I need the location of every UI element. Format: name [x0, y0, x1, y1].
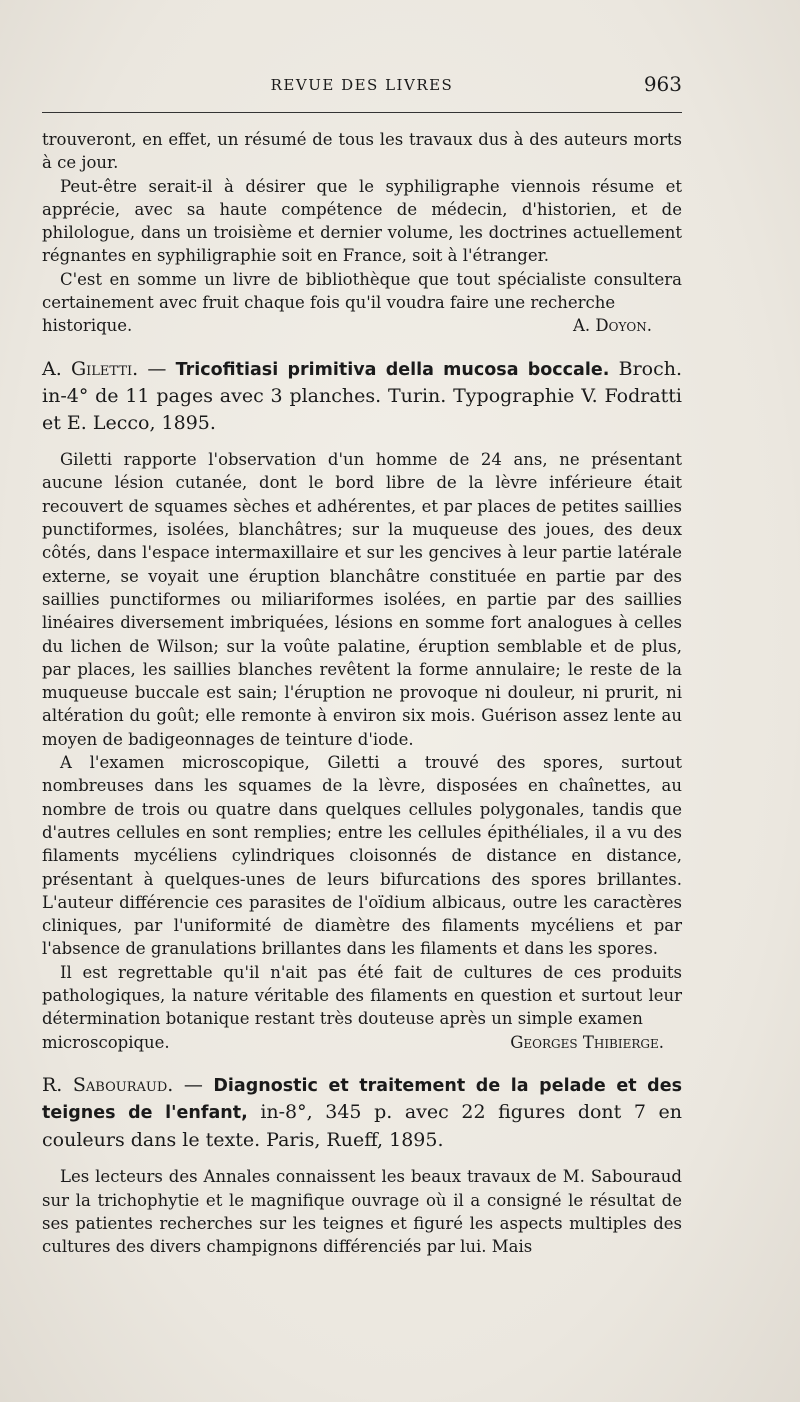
header-rule	[42, 112, 682, 113]
page-header	[42, 72, 682, 102]
running-title: REVUE DES LIVRES	[270, 76, 454, 94]
book-details: in-8°, 345 p. avec 22 figures dont 7 en couleurs dans le texte. Paris, Rueff, 1895.	[42, 1101, 683, 1151]
book-title: Diagnostic et traitement de la pelade et des teignes de l'enfant,	[42, 1075, 682, 1124]
reviewer-signature: A. Doyon.	[573, 316, 652, 336]
closing-word: historique.	[42, 316, 133, 336]
review-heading	[42, 356, 682, 437]
author-name: Giletti.	[70, 357, 139, 380]
paragraph: Peut-être serait-il à désirer que le syphiligraphe viennois résume et apprécie, avec sa haute compétence de médecin, d'historien, et de philologue, dans un troisième et dernier volume, les doctrines actuellement régnantes en syphiligraphie soit en France, soit à l'étranger.	[42, 176, 682, 266]
paragraph: A l'examen microscopique, Giletti a trouvé des spores, surtout nombreuses dans les squames de la lèvre, disposées en chaînettes, au nombre de trois ou quatre dans quelques cellules polygonales, tandis que d'autres cellules en sont remplies; entre les cellules épithéliales, il a vu des filaments mycéliens cylindriques cloisonnés de distance en distance, présentant à quelques-unes de leurs bifurcations des spores brillantes. L'auteur différencie ces parasites de l'oïdium albicaus, outre les caractères cliniques, par l'uniformité de diamètre des filaments mycéliens et par l'absence de granulations brillantes dans les filaments et dans les spores.	[42, 753, 682, 959]
paragraph: Il est regrettable qu'il n'ait pas été fait de cultures de ces produits pathologiques, la nature véritable des filaments en question et surtout leur détermination botanique restant très douteuse après un simple examen	[42, 962, 682, 1029]
author-name: Sabouraud.	[72, 1073, 174, 1096]
page-body	[42, 128, 682, 1259]
paragraph: Giletti rapporte l'observation d'un homme de 24 ans, ne présentant aucune lésion cutanée, dont le bord libre de la lèvre inférieure était recouvert de squames sèches et adhérentes, et par places de petites saillies punctiformes, isolées, blanchâtres; sur la muqueuse des joues, des deux côtés, dans l'espace intermaxillaire et sur les gencives à leur partie latérale externe, se voyait une éruption blanchâtre constituée en partie par des saillies punctiformes ou miliariformes isolées, en partie par des saillies linéaires diversement imbriquées, lésions en somme fort analogues à celles du lichen de Wilson; sur la voûte palatine, éruption semblable et de plus, par places, les saillies blanches revêtent la forme annulaire; le reste de la muqueuse buccale est sain; l'éruption ne provoque ni douleur, ni prurit, ni altération du goût; elle remonte à environ six mois. Guérison assez lente au moyen de badigeonnages de teinture d'iode.	[42, 450, 682, 749]
continuation-paragraph: trouveront, en effet, un résumé de tous les travaux dus à des auteurs morts à ce jour.	[42, 130, 682, 173]
page-number: 963	[643, 72, 682, 96]
review-body	[42, 1165, 682, 1258]
review-body	[42, 448, 682, 1054]
author-initial: A.	[42, 357, 62, 380]
book-title: Tricofitiasi primitiva della mucosa boccale.	[175, 359, 610, 380]
closing-line	[42, 314, 682, 337]
book-details: Broch. in-4° de 11 pages avec 3 planches. Turin. Typographie V. Fodratti et E. Lecco, 1895.	[42, 357, 683, 434]
paragraph: C'est en somme un livre de bibliothèque que tout spécialiste consultera certainement avec fruit chaque fois qu'il voudra faire une recherche	[42, 269, 682, 313]
heading-dash: —	[147, 357, 167, 380]
review-heading	[42, 1072, 682, 1154]
author-initial: R.	[42, 1073, 63, 1096]
paragraph: Les lecteurs des Annales connaissent les beaux travaux de M. Sabouraud sur la trichophytie et le magnifique ouvrage où il a consigné le résultat de ses patientes recherches sur les teignes et figuré les aspects multiples des cultures des divers champignons différenciés par lui. Mais	[42, 1167, 682, 1257]
heading-dash: —	[183, 1073, 203, 1096]
closing-word: microscopique.	[42, 1032, 170, 1052]
reviewer-signature: Georges Thibierge.	[510, 1032, 664, 1052]
closing-line	[42, 1031, 682, 1054]
